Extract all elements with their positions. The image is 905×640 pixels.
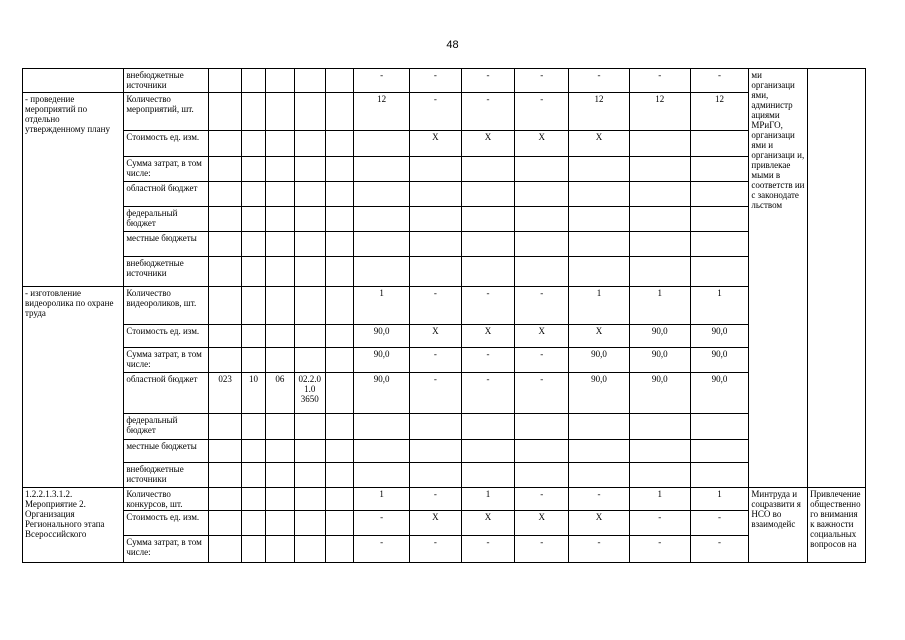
executor-cell: Минтруда и соцразвити я НСО во взаимодейс: [749, 488, 808, 563]
value-cell: [690, 463, 749, 488]
budget-code-cell: [209, 131, 241, 157]
budget-code-cell: [241, 69, 265, 93]
value-cell: -: [629, 536, 690, 563]
value-cell: -: [410, 69, 462, 93]
value-cell: -: [690, 536, 749, 563]
table-row: [23, 463, 866, 488]
value-cell: -: [515, 536, 569, 563]
value-cell: 1: [354, 488, 410, 511]
indicator-cell: Сумма затрат, в том числе:: [124, 348, 209, 373]
budget-code-cell: [266, 440, 294, 463]
value-cell: 1: [690, 287, 749, 325]
budget-code-cell: [294, 511, 325, 536]
indicator-cell: внебюджетные источники: [124, 463, 209, 488]
value-cell: [354, 207, 410, 232]
value-cell: [410, 463, 462, 488]
value-cell: 1: [629, 287, 690, 325]
budget-code-cell: [294, 69, 325, 93]
budget-code-cell: [325, 131, 353, 157]
budget-code-cell: [266, 287, 294, 325]
value-cell: [410, 440, 462, 463]
value-cell: Х: [461, 325, 515, 348]
value-cell: [515, 157, 569, 182]
indicator-cell: внебюджетные источники: [124, 69, 209, 93]
value-cell: [629, 232, 690, 257]
budget-code-cell: [209, 440, 241, 463]
budget-code-cell: [325, 373, 353, 414]
results-cell: Привлечение общественного внимания к важности социальных вопросов на: [808, 488, 866, 563]
budget-code-cell: [325, 207, 353, 232]
value-cell: [569, 207, 630, 232]
value-cell: 12: [354, 93, 410, 131]
value-cell: 90,0: [569, 373, 630, 414]
budget-code-cell: [325, 440, 353, 463]
value-cell: 90,0: [569, 348, 630, 373]
value-cell: 12: [569, 93, 630, 131]
budget-code-cell: [266, 157, 294, 182]
table-row: [23, 182, 866, 207]
value-cell: -: [690, 69, 749, 93]
value-cell: [569, 232, 630, 257]
table-row: [23, 93, 866, 131]
value-cell: -: [354, 536, 410, 563]
budget-code-cell: [209, 348, 241, 373]
budget-code-cell: [209, 69, 241, 93]
activity-name-cell: - проведение мероприятий по отдельно утвержденному плану: [23, 93, 124, 287]
budget-code-cell: [294, 440, 325, 463]
value-cell: [569, 440, 630, 463]
budget-code-cell: [294, 157, 325, 182]
value-cell: 90,0: [354, 373, 410, 414]
indicator-cell: Количество видеороликов, шт.: [124, 287, 209, 325]
budget-code-cell: [325, 348, 353, 373]
indicator-cell: Количество конкурсов, шт.: [124, 488, 209, 511]
value-cell: [569, 257, 630, 287]
budget-code-cell: [241, 488, 265, 511]
budget-code-cell: [241, 182, 265, 207]
value-cell: -: [461, 373, 515, 414]
activity-name-cell: [23, 69, 124, 93]
value-cell: -: [515, 373, 569, 414]
budget-code-cell: [241, 414, 265, 440]
budget-code-cell: [209, 207, 241, 232]
value-cell: -: [410, 373, 462, 414]
value-cell: Х: [461, 511, 515, 536]
value-cell: -: [461, 287, 515, 325]
value-cell: Х: [569, 131, 630, 157]
value-cell: -: [569, 536, 630, 563]
value-cell: -: [515, 287, 569, 325]
indicator-cell: федеральный бюджет: [124, 207, 209, 232]
budget-code-cell: [325, 325, 353, 348]
budget-code-cell: [325, 182, 353, 207]
value-cell: [515, 182, 569, 207]
value-cell: -: [461, 348, 515, 373]
budget-code-cell: [209, 287, 241, 325]
value-cell: -: [515, 93, 569, 131]
value-cell: -: [354, 511, 410, 536]
budget-code-cell: [325, 93, 353, 131]
value-cell: [461, 440, 515, 463]
budget-code-cell: [241, 131, 265, 157]
value-cell: 90,0: [354, 325, 410, 348]
value-cell: 90,0: [690, 373, 749, 414]
value-cell: [690, 232, 749, 257]
executor-cell: ми организаци ями, администр ациями МРиГО, организаци ями и организаци и, привлекае мыми в соответств ии с законодате льством: [749, 69, 808, 488]
budget-code-cell: [266, 325, 294, 348]
budget-code-cell: [241, 257, 265, 287]
value-cell: [354, 463, 410, 488]
value-cell: [515, 207, 569, 232]
value-cell: [410, 207, 462, 232]
value-cell: [461, 182, 515, 207]
budget-code-cell: [241, 536, 265, 563]
value-cell: [690, 207, 749, 232]
budget-code-cell: [325, 257, 353, 287]
value-cell: -: [515, 69, 569, 93]
value-cell: [410, 157, 462, 182]
value-cell: -: [569, 69, 630, 93]
indicator-cell: Стоимость ед. изм.: [124, 511, 209, 536]
value-cell: [629, 414, 690, 440]
budget-code-cell: [209, 232, 241, 257]
table-row: [23, 348, 866, 373]
budget-code-cell: [241, 325, 265, 348]
budget-code-cell: [209, 257, 241, 287]
value-cell: Х: [461, 131, 515, 157]
budget-code-cell: [294, 93, 325, 131]
value-cell: -: [410, 536, 462, 563]
table-row: [23, 69, 866, 93]
value-cell: Х: [569, 325, 630, 348]
budget-code-cell: [241, 348, 265, 373]
value-cell: [690, 440, 749, 463]
table-row: [23, 511, 866, 536]
value-cell: 12: [629, 93, 690, 131]
budget-code-cell: [241, 463, 265, 488]
value-cell: 1: [461, 488, 515, 511]
indicator-cell: местные бюджеты: [124, 440, 209, 463]
budget-code-cell: [266, 463, 294, 488]
indicator-cell: областной бюджет: [124, 182, 209, 207]
value-cell: [515, 414, 569, 440]
value-cell: [629, 257, 690, 287]
table-row: [23, 488, 866, 511]
value-cell: [410, 232, 462, 257]
table-row: [23, 207, 866, 232]
value-cell: [354, 257, 410, 287]
value-cell: 12: [690, 93, 749, 131]
value-cell: [690, 257, 749, 287]
indicator-cell: Количество мероприятий, шт.: [124, 93, 209, 131]
budget-code-cell: 023: [209, 373, 241, 414]
budget-code-cell: [266, 488, 294, 511]
activity-name-cell: 1.2.2.1.3.1.2. Мероприятие 2. Организация Регионального этапа Всероссийского: [23, 488, 124, 563]
budget-code-cell: [241, 207, 265, 232]
value-cell: -: [515, 348, 569, 373]
program-activities-table: [22, 68, 866, 563]
value-cell: [410, 182, 462, 207]
indicator-cell: местные бюджеты: [124, 232, 209, 257]
value-cell: Х: [410, 325, 462, 348]
value-cell: 90,0: [629, 325, 690, 348]
budget-code-cell: [266, 93, 294, 131]
budget-code-cell: [266, 69, 294, 93]
budget-code-cell: [209, 511, 241, 536]
value-cell: Х: [410, 131, 462, 157]
budget-code-cell: [325, 463, 353, 488]
value-cell: 90,0: [354, 348, 410, 373]
budget-code-cell: [325, 414, 353, 440]
value-cell: -: [690, 511, 749, 536]
value-cell: [354, 157, 410, 182]
indicator-cell: Стоимость ед. изм.: [124, 325, 209, 348]
budget-code-cell: [294, 287, 325, 325]
value-cell: 90,0: [629, 348, 690, 373]
budget-code-cell: [209, 536, 241, 563]
value-cell: -: [629, 511, 690, 536]
value-cell: Х: [515, 131, 569, 157]
value-cell: [461, 257, 515, 287]
value-cell: [461, 157, 515, 182]
budget-code-cell: [294, 207, 325, 232]
table-row: [23, 440, 866, 463]
value-cell: -: [515, 488, 569, 511]
budget-code-cell: [325, 157, 353, 182]
value-cell: -: [461, 93, 515, 131]
value-cell: [690, 182, 749, 207]
value-cell: [690, 157, 749, 182]
budget-code-cell: [294, 131, 325, 157]
value-cell: [629, 207, 690, 232]
budget-code-cell: [266, 511, 294, 536]
table-row: [23, 287, 866, 325]
budget-code-cell: [294, 348, 325, 373]
value-cell: [690, 414, 749, 440]
indicator-cell: федеральный бюджет: [124, 414, 209, 440]
table-row: [23, 131, 866, 157]
budget-code-cell: [294, 232, 325, 257]
value-cell: Х: [515, 511, 569, 536]
value-cell: 1: [569, 287, 630, 325]
indicator-cell: внебюджетные источники: [124, 257, 209, 287]
value-cell: [515, 232, 569, 257]
value-cell: 1: [690, 488, 749, 511]
budget-code-cell: [209, 463, 241, 488]
budget-code-cell: [266, 232, 294, 257]
budget-code-cell: [294, 325, 325, 348]
budget-code-cell: [209, 488, 241, 511]
value-cell: [354, 232, 410, 257]
budget-code-cell: 10: [241, 373, 265, 414]
value-cell: -: [410, 488, 462, 511]
budget-code-cell: [294, 182, 325, 207]
budget-code-cell: [294, 488, 325, 511]
budget-code-cell: [266, 348, 294, 373]
value-cell: [690, 131, 749, 157]
value-cell: 90,0: [690, 325, 749, 348]
value-cell: -: [461, 69, 515, 93]
value-cell: -: [461, 536, 515, 563]
budget-code-cell: [266, 131, 294, 157]
budget-code-cell: [325, 511, 353, 536]
value-cell: [569, 157, 630, 182]
value-cell: [515, 257, 569, 287]
budget-code-cell: [325, 536, 353, 563]
value-cell: 1: [354, 287, 410, 325]
budget-code-cell: [241, 511, 265, 536]
indicator-cell: Стоимость ед. изм.: [124, 131, 209, 157]
budget-code-cell: [294, 463, 325, 488]
value-cell: Х: [515, 325, 569, 348]
budget-code-cell: [294, 414, 325, 440]
budget-code-cell: [325, 232, 353, 257]
budget-code-cell: [325, 69, 353, 93]
value-cell: -: [410, 93, 462, 131]
budget-code-cell: [294, 536, 325, 563]
indicator-cell: областной бюджет: [124, 373, 209, 414]
value-cell: [461, 207, 515, 232]
budget-code-cell: [325, 287, 353, 325]
value-cell: [515, 463, 569, 488]
value-cell: [629, 157, 690, 182]
value-cell: [515, 440, 569, 463]
value-cell: [461, 463, 515, 488]
activity-name-cell: - изготовление видеоролика по охране труда: [23, 287, 124, 488]
budget-code-cell: 06: [266, 373, 294, 414]
value-cell: [410, 414, 462, 440]
budget-code-cell: [241, 157, 265, 182]
value-cell: [629, 131, 690, 157]
table-row: [23, 373, 866, 414]
value-cell: [569, 414, 630, 440]
table-row: [23, 157, 866, 182]
table-row: [23, 325, 866, 348]
value-cell: [354, 131, 410, 157]
budget-code-cell: [209, 182, 241, 207]
value-cell: Х: [410, 511, 462, 536]
value-cell: -: [410, 348, 462, 373]
budget-code-cell: [266, 207, 294, 232]
value-cell: 90,0: [690, 348, 749, 373]
value-cell: -: [569, 488, 630, 511]
value-cell: Х: [569, 511, 630, 536]
budget-code-cell: [266, 257, 294, 287]
budget-code-cell: [266, 182, 294, 207]
indicator-cell: Сумма затрат, в том числе:: [124, 157, 209, 182]
budget-code-cell: [209, 93, 241, 131]
value-cell: [569, 463, 630, 488]
budget-code-cell: [241, 287, 265, 325]
value-cell: -: [629, 69, 690, 93]
budget-code-cell: [325, 488, 353, 511]
budget-code-cell: [209, 157, 241, 182]
table-row: [23, 536, 866, 563]
value-cell: 90,0: [629, 373, 690, 414]
value-cell: [461, 414, 515, 440]
budget-code-cell: [241, 232, 265, 257]
value-cell: [410, 257, 462, 287]
value-cell: -: [354, 69, 410, 93]
budget-code-cell: [209, 325, 241, 348]
table-row: [23, 414, 866, 440]
budget-code-cell: [241, 93, 265, 131]
value-cell: [569, 182, 630, 207]
value-cell: [629, 463, 690, 488]
table-row: [23, 232, 866, 257]
budget-code-cell: 02.2.01.0 3650: [294, 373, 325, 414]
value-cell: [354, 440, 410, 463]
value-cell: [629, 182, 690, 207]
value-cell: [354, 414, 410, 440]
value-cell: [461, 232, 515, 257]
value-cell: [629, 440, 690, 463]
budget-code-cell: [266, 414, 294, 440]
budget-code-cell: [294, 257, 325, 287]
indicator-cell: Сумма затрат, в том числе:: [124, 536, 209, 563]
value-cell: 1: [629, 488, 690, 511]
table-row: [23, 257, 866, 287]
page-number: 48: [446, 39, 459, 51]
value-cell: [354, 182, 410, 207]
value-cell: -: [410, 287, 462, 325]
budget-code-cell: [209, 414, 241, 440]
results-cell: [808, 69, 866, 488]
budget-code-cell: [241, 440, 265, 463]
budget-code-cell: [266, 536, 294, 563]
